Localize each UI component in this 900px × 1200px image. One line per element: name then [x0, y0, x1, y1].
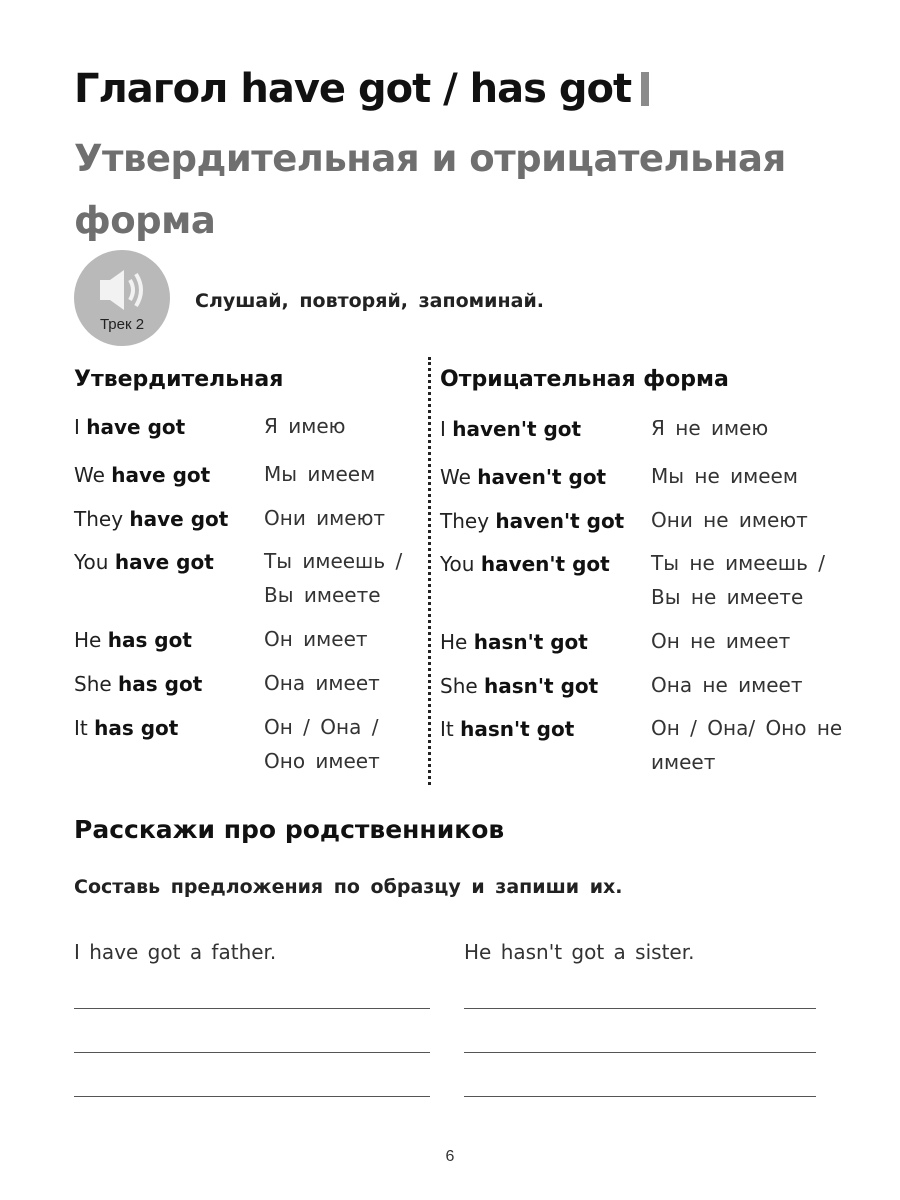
subject: They	[74, 507, 124, 531]
exercise-title: Расскажи про родственников	[74, 815, 505, 844]
subject: You	[74, 550, 109, 574]
affirmative-translation: Он / Она / Оно имеет	[264, 715, 380, 773]
verb: have got	[114, 550, 214, 574]
verb: have got	[111, 463, 211, 487]
negative-heading: Отрицательная форма	[440, 367, 729, 392]
affirmative-heading: Утвердительная	[74, 367, 284, 392]
listen-instruction: Слушай, повторяй, запоминай.	[195, 290, 544, 312]
subject: He	[440, 630, 468, 654]
negative-phrase	[440, 509, 624, 533]
affirmative-translation: Я имею	[264, 414, 346, 438]
subject: We	[74, 463, 105, 487]
answer-line[interactable]	[74, 1052, 430, 1053]
verb: have got	[86, 415, 186, 439]
verb: haven't got	[480, 552, 610, 576]
page-title-text: Глагол have got / has got	[74, 66, 632, 112]
subject: You	[440, 552, 475, 576]
subject: I	[74, 415, 80, 439]
page-number: 6	[445, 1148, 455, 1165]
answer-line[interactable]	[464, 1008, 816, 1009]
affirmative-translation: Она имеет	[264, 671, 380, 695]
subject: She	[74, 672, 112, 696]
negative-translation: Он / Она/ Оно не имеет	[651, 716, 843, 774]
negative-translation: Мы не имеем	[651, 464, 798, 488]
affirmative-phrase	[74, 463, 210, 487]
negative-phrase	[440, 717, 574, 741]
affirmative-phrase	[74, 507, 228, 531]
verb: hasn't got	[484, 674, 599, 698]
verb: have got	[129, 507, 229, 531]
affirmative-translation: Мы имеем	[264, 462, 376, 486]
answer-line[interactable]	[464, 1096, 816, 1097]
negative-translation: Ты не имеешь / Вы не имеете	[651, 551, 825, 609]
answer-line[interactable]	[464, 1052, 816, 1053]
affirmative-phrase	[74, 550, 214, 574]
negative-translation: Она не имеет	[651, 673, 803, 697]
answer-line[interactable]	[74, 1096, 430, 1097]
answer-line[interactable]	[74, 1008, 430, 1009]
audio-track-badge[interactable]	[74, 250, 170, 346]
negative-translation: Они не имеют	[651, 508, 808, 532]
affirmative-phrase	[74, 628, 192, 652]
subject: It	[74, 716, 88, 740]
subject: They	[440, 509, 490, 533]
verb: has got	[118, 672, 203, 696]
affirmative-phrase	[74, 672, 202, 696]
negative-phrase	[440, 417, 581, 441]
track-label: Трек 2	[99, 316, 145, 333]
verb: haven't got	[477, 465, 607, 489]
verb: haven't got	[452, 417, 582, 441]
negative-phrase	[440, 630, 588, 654]
exercise-task: Составь предложения по образцу и запиши их.	[74, 876, 623, 898]
example-sentence: I have got a father.	[74, 940, 277, 964]
affirmative-translation: Они имеют	[264, 506, 386, 530]
negative-phrase	[440, 465, 606, 489]
page-subtitle: Утвердительная и отрицательная форма	[74, 137, 786, 242]
subject: It	[440, 717, 454, 741]
verb: haven't got	[495, 509, 625, 533]
verb: has got	[107, 628, 192, 652]
negative-translation: Он не имеет	[651, 629, 791, 653]
subject: I	[440, 417, 446, 441]
affirmative-translation: Он имеет	[264, 627, 368, 651]
negative-phrase	[440, 674, 598, 698]
verb: hasn't got	[473, 630, 588, 654]
column-divider	[428, 357, 431, 785]
negative-phrase	[440, 552, 610, 576]
affirmative-translation: Ты имеешь / Вы имеете	[264, 549, 403, 607]
example-sentence: He hasn't got a sister.	[464, 940, 695, 964]
negative-translation: Я не имею	[651, 416, 769, 440]
affirmative-phrase	[74, 716, 178, 740]
subject: We	[440, 465, 471, 489]
affirmative-phrase	[74, 415, 185, 439]
subject: She	[440, 674, 478, 698]
verb: has got	[94, 716, 179, 740]
speaker-icon	[94, 266, 150, 314]
page-title	[74, 66, 649, 112]
subject: He	[74, 628, 102, 652]
verb: hasn't got	[460, 717, 575, 741]
title-accent-bar	[641, 72, 649, 106]
